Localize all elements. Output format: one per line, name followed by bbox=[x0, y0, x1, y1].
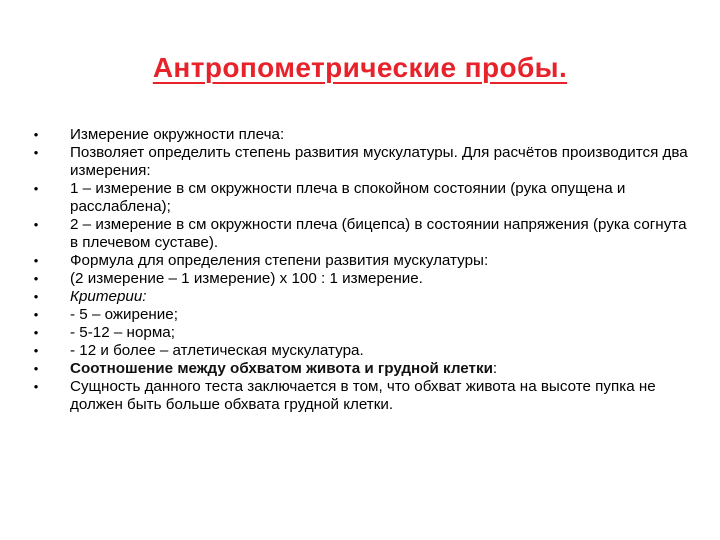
bullet-icon: • bbox=[33, 361, 39, 376]
list-item bbox=[30, 144, 690, 180]
list-item bbox=[30, 360, 690, 378]
item-text: - 5-12 – норма; bbox=[70, 324, 175, 341]
list-item bbox=[30, 252, 690, 270]
list-item bbox=[30, 306, 690, 324]
item-text: : bbox=[492, 360, 498, 377]
bullet-icon: • bbox=[33, 379, 39, 394]
item-text: - 12 и более – атлетическая мускулатура. bbox=[70, 342, 364, 359]
bullet-icon: • bbox=[33, 271, 39, 286]
bullet-icon: • bbox=[33, 307, 39, 322]
slide-title-text: Антропометрические пробы. bbox=[152, 52, 568, 83]
bullet-icon: • bbox=[33, 127, 39, 142]
slide-title bbox=[0, 52, 720, 84]
item-lead: Соотношение между обхватом живота и грудной клетки bbox=[70, 360, 493, 377]
bullet-icon: • bbox=[33, 181, 39, 196]
bullet-list bbox=[30, 126, 690, 414]
item-text: 1 – измерение в см окружности плеча в спокойном состоянии (рука опущена и расслаблена); bbox=[70, 180, 626, 215]
list-item bbox=[30, 324, 690, 342]
list-item bbox=[30, 180, 690, 216]
list-item bbox=[30, 288, 690, 306]
item-text: Позволяет определить степень развития мускулатуры. Для расчётов производится два измерения: bbox=[70, 144, 688, 179]
bullet-icon: • bbox=[33, 289, 39, 304]
bullet-icon: • bbox=[33, 253, 39, 268]
item-text: - 5 – ожирение; bbox=[70, 306, 178, 323]
bullet-icon: • bbox=[33, 325, 39, 340]
list-item bbox=[30, 342, 690, 360]
list-item bbox=[30, 270, 690, 288]
list-item bbox=[30, 216, 690, 252]
list-item bbox=[30, 378, 690, 414]
item-text: Формула для определения степени развития мускулатуры: bbox=[70, 252, 489, 269]
bullet-icon: • bbox=[33, 145, 39, 160]
list-item bbox=[30, 126, 690, 144]
item-text: Критерии: bbox=[70, 288, 147, 305]
item-lead: Измерение окружности плеча bbox=[70, 126, 280, 143]
item-text: (2 измерение – 1 измерение) х 100 : 1 измерение. bbox=[70, 270, 423, 287]
item-text: : bbox=[279, 126, 285, 143]
bullet-icon: • bbox=[33, 343, 39, 358]
item-text: Сущность данного теста заключается в том, что обхват живота на высоте пупка не должен быть больше обхвата грудной клетки. bbox=[70, 378, 656, 413]
item-text: 2 – измерение в см окружности плеча (бицепса) в состоянии напряжения (рука согнута в плечевом суставе). bbox=[70, 216, 687, 251]
bullet-icon: • bbox=[33, 217, 39, 232]
